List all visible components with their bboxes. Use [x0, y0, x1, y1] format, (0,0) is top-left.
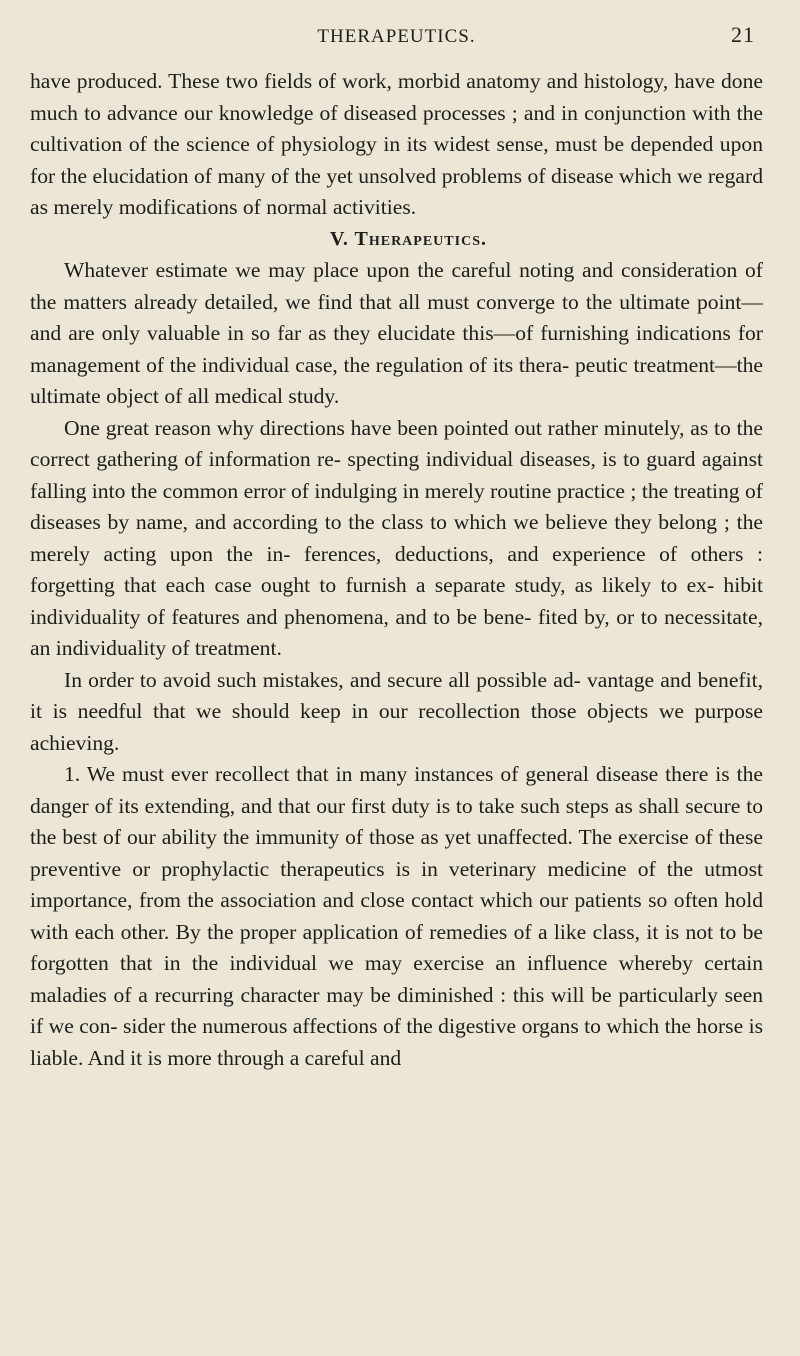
running-head	[30, 24, 763, 52]
section-heading: V. Therapeutics.	[330, 227, 487, 250]
page-number: 21	[731, 22, 755, 47]
running-title: THERAPEUTICS.	[317, 26, 476, 47]
paragraph: Whatever estimate we may place upon the careful noting and consideration of the matters already detailed, we find that all must converge to the ultimate point—and are only valuable in so far as they elucidate this—of furnishing indications for management of the individual case, the regulation of its thera- peutic treatment—the ultimate object of all medical study.	[30, 258, 763, 408]
paragraph-continued: have produced. These two fields of work, morbid anatomy and histology, have done much to advance our knowledge of diseased processes ; and in conjunction with the cultivation of the science of physiology in its widest sense, must be depended upon for the elucidation of many of the yet unsolved problems of disease which we regard as merely modifications of normal activities.	[30, 69, 763, 219]
paragraph: In order to avoid such mistakes, and secure all possible ad- vantage and benefit, it is needful that we should keep in our recollection those objects we purpose achieving.	[30, 667, 763, 755]
paragraph-numbered-1: 1. We must ever recollect that in many instances of general disease there is the danger of its extending, and that our first duty is to take such steps as shall secure to the best of our ability the immunity of those as yet unaffected. The exercise of these preventive or prophylactic therapeutics is in veterinary medicine of the utmost importance, from the association and close contact which our patients so often hold with each other. By the proper application of remedies of a like class, it is not to be forgotten that in the individual we may exercise an influence whereby certain maladies of a recurring character may be diminished : this will be particularly seen if we con- sider the numerous affections of the digestive organs to which the horse is liable. And it is more through a careful and	[30, 762, 763, 1070]
paragraph: One great reason why directions have been pointed out rather minutely, as to the correct gathering of information re- specting individual diseases, is to guard against falling into the common error of indulging in merely routine practice ; the treating of diseases by name, and according to the class to which we believe they belong ; the merely acting upon the in- ferences, deductions, and experience of others : forgetting that each case ought to furnish a separate study, as likely to ex- hibit individuality of features and phenomena, and to be bene- fited by, or to necessitate, an individuality of treatment.	[30, 415, 763, 660]
body-text	[30, 66, 763, 1074]
